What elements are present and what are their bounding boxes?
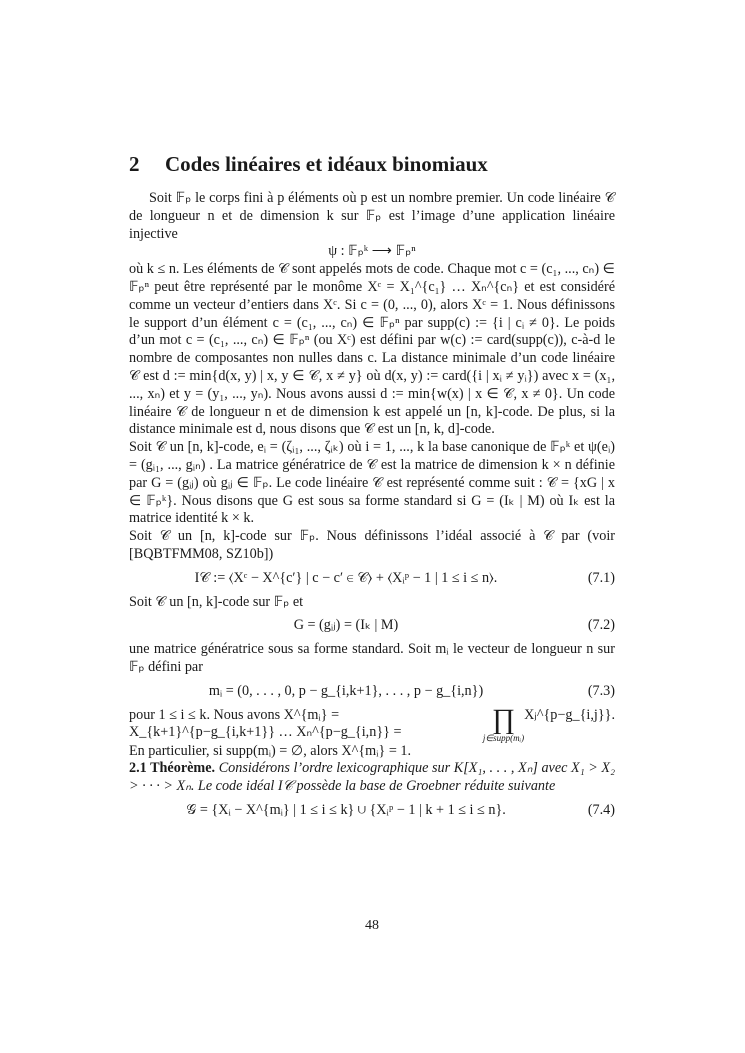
section-number: 2 (129, 152, 140, 176)
section-heading (129, 152, 488, 177)
equation-7-4-tag: (7.4) (587, 801, 615, 818)
paragraph-intro: Soit 𝔽ₚ le corps fini à p éléments où p est un nombre premier. Un code linéaire 𝒞 de longueur n et de dimension k sur 𝔽ₚ est l’image d’une application linéaire injective (129, 190, 615, 242)
equation-7-3-formula: mᵢ = (0, . . . , 0, p − g_{i,k+1}, . . . , p − g_{i,n}) (208, 682, 484, 699)
theorem-label: 2.1 Théorème. (129, 760, 216, 777)
paragraph-code-over-fp: Soit 𝒞 un [n, k]-code sur 𝔽ₚ et (129, 593, 304, 610)
equation-7-4-formula: 𝒢 = {Xᵢ − X^{mᵢ} | 1 ≤ i ≤ k} ∪ {Xᵢᵖ − 1 | k + 1 ≤ i ≤ n}. (186, 801, 506, 818)
paragraph-definitions: où k ≤ n. Les éléments de 𝒞 sont appelés mots de code. Chaque mot c = (c₁, ..., cₙ) ∈ 𝔽ₚⁿ peut être représenté par le monôme Xᶜ = X₁^{c₁} … Xₙ^{cₙ} et est considéré comme un vecteur d’entiers dans Xᶜ. Si c = (0, ..., 0), alors Xᶜ = 1. Nous définissons le support d’un élément c = (c₁, ..., cₙ) ∈ 𝔽ₚⁿ par supp(c) := {i | cᵢ ≠ 0}. Le poids d’un mot c = (c₁, ..., cₙ) ∈ 𝔽ₚⁿ (ou Xᶜ) est défini par w(c) := card(supp(c)), c-à-d le nombre de composantes non nulles dans c. La distance minimale d’un code linéaire 𝒞 est d := min{d(x, y) | x, y ∈ 𝒞, x ≠ y} où d(x, y) := card({i | xᵢ ≠ yᵢ}) avec x = (x₁, ..., xₙ) et y = (y₁, ..., yₙ). Nous avons aussi d := min{w(x) | x ∈ 𝒞, x ≠ 0}. Un code linéaire 𝒞 de longueur n et de dimension k est appelé un [n, k]-code. De plus, si la distance minimale est d, nous disons que 𝒞 est un [n, k, d]-code. (129, 261, 615, 438)
equation-7-3 (129, 683, 615, 701)
product-line-right: Xⱼ^{p−g_{i,j}}. (524, 706, 615, 723)
section-title: Codes linéaires et idéaux binomiaux (165, 152, 488, 176)
product-subscript: j∈supp(mᵢ) (482, 732, 525, 743)
paragraph-standard-form: une matrice génératrice sous sa forme standard. Soit mᵢ le vecteur de longueur n sur 𝔽ₚ défini par (129, 641, 615, 675)
equation-7-2 (129, 617, 615, 635)
theorem-statement: Considérons l’ordre lexicographique sur K[X₁, . . . , Xₙ] avec X₁ > X₂ > · · · > Xₙ. Le code idéal I𝒞 possède la base de Groebner réduite suivante (129, 760, 616, 795)
product-symbol: ∏ (491, 703, 515, 735)
theorem-2-1 (129, 760, 615, 796)
equation-7-4 (129, 802, 615, 820)
equation-psi: ψ : 𝔽ₚᵏ ⟶ 𝔽ₚⁿ (328, 243, 416, 260)
product-operator (482, 703, 525, 743)
product-line-left: pour 1 ≤ i ≤ k. Nous avons X^{mᵢ} = X_{k+1}^{p−g_{i,k+1}} … Xₙ^{p−g_{i,n}} = (129, 706, 402, 741)
page-number: 48 (365, 918, 379, 933)
equation-7-1 (129, 570, 615, 588)
paragraph-ideal: Soit 𝒞 un [n, k]-code sur 𝔽ₚ. Nous définissons l’idéal associé à 𝒞 par (voir [BQBTFMM08, SZ10b]) (129, 528, 615, 562)
section-body (129, 190, 615, 826)
equation-7-2-formula: G = (gᵢⱼ) = (Iₖ | M) (293, 617, 399, 634)
paragraph-empty-support: En particulier, si supp(mᵢ) = ∅, alors X^{mᵢ} = 1. (129, 742, 412, 759)
paragraph-generator-matrix: Soit 𝒞 un [n, k]-code, eᵢ = (ζᵢ₁, ..., ζᵢₖ) où i = 1, ..., k la base canonique de 𝔽ₚᵏ et ψ(eᵢ) = (gᵢ₁, ..., gᵢₙ) . La matrice génératrice de 𝒞 est la matrice de dimension k × n définie par G = (gᵢⱼ) où gᵢⱼ ∈ 𝔽ₚ. Le code linéaire 𝒞 est représenté comme suit : 𝒞 = {xG | x ∈ 𝔽ₚᵏ}. Nous disons que G est sous sa forme standard si G = (Iₖ | M) où Iₖ est la matrice identité k × k. (129, 439, 615, 527)
product-line (129, 703, 615, 743)
equation-7-3-tag: (7.3) (587, 682, 615, 699)
equation-7-2-tag: (7.2) (587, 617, 615, 634)
equation-7-1-formula: I𝒞 := ⟨Xᶜ − X^{c′} | c − c′ ∈ 𝒞⟩ + ⟨Xᵢᵖ − 1 | 1 ≤ i ≤ n⟩. (194, 569, 498, 586)
equation-7-1-tag: (7.1) (587, 569, 615, 586)
